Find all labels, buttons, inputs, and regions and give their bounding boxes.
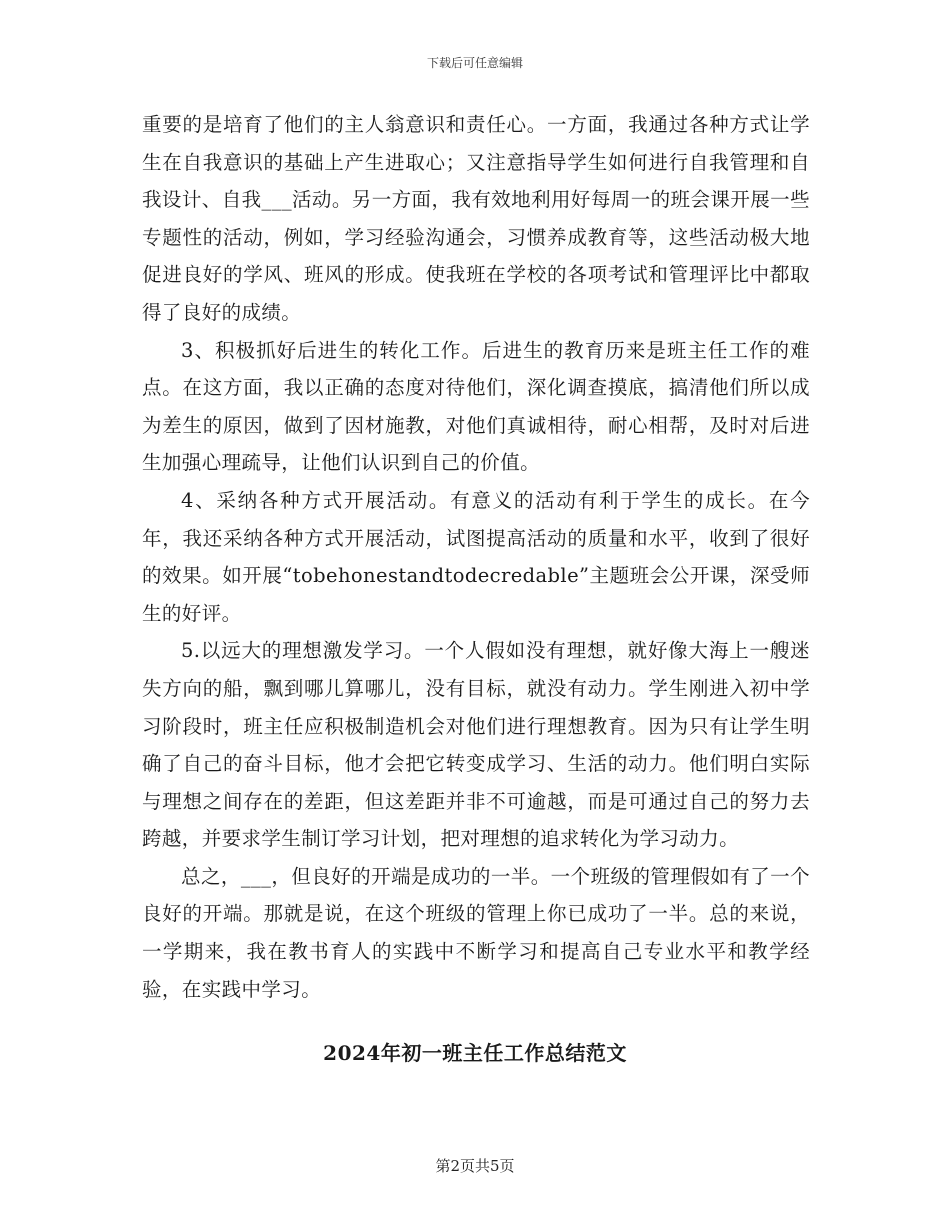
paragraph-item-4: 4、采纳各种方式开展活动。有意义的活动有利于学生的成长。在今年，我还采纳各种方式开展活动，试图提高活动的质量和水平，收到了很好的效果。如开展“tobehonestandtodecredable”主题班会公开课，深受师生的好评。 (142, 488, 810, 625)
paragraph-item-5: 5.以远大的理想激发学习。一个人假如没有理想，就好像大海上一艘迷失方向的船，飘到哪儿算哪儿，没有目标，就没有动力。学生刚进入初中学习阶段时，班主任应积极制造机会对他们进行理想教育。因为只有让学生明确了自己的奋斗目标，他才会把它转变成学习、生活的动力。他们明白实际与理想之间存在的差距，但这差距并非不可逾越，而是可通过自己的努力去跨越，并要求学生制订学习计划，把对理想的追求转化为学习动力。 (142, 639, 810, 851)
section-title: 2024年初一班主任工作总结范文 (323, 1041, 627, 1065)
document-body (142, 106, 810, 1008)
page-footer: 第2页共5页 (435, 1157, 515, 1175)
paragraph-item-3: 3、积极抓好后进生的转化工作。后进生的教育历来是班主任工作的难点。在这方面，我以正确的态度对待他们，深化调查摸底，搞清他们所以成为差生的原因，做到了因材施教，对他们真诚相待，耐心相帮，及时对后进生加强心理疏导，让他们认识到自己的价值。 (142, 338, 810, 475)
paragraph-summary: 总之，___，但良好的开端是成功的一半。一个班级的管理假如有了一个良好的开端。那就是说，在这个班级的管理上你已成功了一半。总的来说，一学期来，我在教书育人的实践中不断学习和提高自己专业水平和教学经验，在实践中学习。 (142, 864, 810, 1001)
paragraph-continued: 重要的是培育了他们的主人翁意识和责任心。一方面，我通过各种方式让学生在自我意识的基础上产生进取心；又注意指导学生如何进行自我管理和自我设计、自我___活动。另一方面，我有效地利用好每周一的班会课开展一些专题性的活动，例如，学习经验沟通会，习惯养成教育等，这些活动极大地促进良好的学风、班风的形成。使我班在学校的各项考试和管理评比中都取得了良好的成绩。 (142, 113, 810, 324)
page-header: 下载后可任意编辑 (426, 56, 523, 70)
